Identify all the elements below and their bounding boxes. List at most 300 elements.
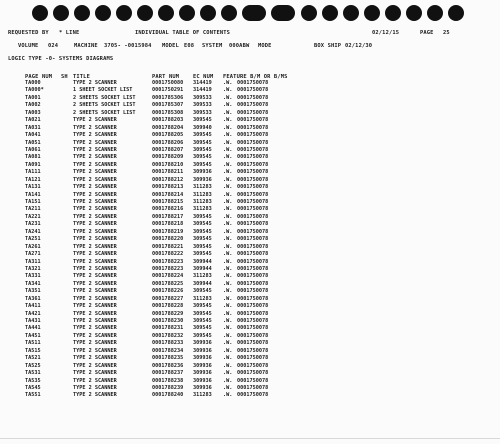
row-feature: .W. <box>223 191 233 198</box>
requested-by-label: REQUESTED BY <box>8 30 49 36</box>
row-ec-num: 309545 <box>193 117 212 124</box>
row-feature: .W. <box>223 139 233 146</box>
row-feature: .W. <box>223 347 233 354</box>
row-title: TYPE 2 SCANNER <box>73 80 117 86</box>
table-row <box>25 355 495 362</box>
machine-value: 3705- -0015984 <box>104 43 152 49</box>
row-title: TYPE 2 SCANNER <box>73 221 117 228</box>
row-part-num: 0001788220 <box>152 236 184 243</box>
row-ec-num: 309944 <box>193 258 212 265</box>
row-feature: .W. <box>223 117 233 124</box>
row-feature: .W. <box>223 102 233 109</box>
row-part-num: 0001788227 <box>152 295 184 302</box>
row-feature: .W. <box>223 199 233 205</box>
row-ec-num: 309545 <box>193 221 212 228</box>
row-page-num: TA003 <box>25 109 41 116</box>
row-page-num: TA061 <box>25 146 41 153</box>
row-page-num: TA535 <box>25 377 41 384</box>
row-feature: .W. <box>223 176 233 183</box>
row-bm-number: 0001750078 <box>237 310 269 317</box>
table-row <box>25 281 495 288</box>
row-title: TYPE 2 SCANNER <box>73 303 117 310</box>
feed-hole <box>137 5 153 21</box>
row-ec-num: 309533 <box>193 102 212 109</box>
row-title: TYPE 2 SCANNER <box>73 340 117 347</box>
feed-hole <box>343 5 359 21</box>
row-title: TYPE 2 SCANNER <box>73 139 117 146</box>
feed-hole <box>95 5 111 21</box>
row-page-num: TA121 <box>25 176 41 183</box>
row-part-num: 0001788221 <box>152 243 184 250</box>
row-bm-number: 0001750078 <box>237 161 269 168</box>
feed-hole <box>158 5 174 21</box>
feed-hole <box>406 5 422 21</box>
row-bm-number: 0001750078 <box>237 295 269 302</box>
row-page-num: TA002 <box>25 102 41 109</box>
row-bm-number: 0001750078 <box>237 176 269 183</box>
row-bm-number: 0001750078 <box>237 109 269 116</box>
feed-hole <box>364 5 380 21</box>
row-page-num: TA000* <box>25 87 44 94</box>
row-bm-number: 0001750078 <box>237 117 269 124</box>
table-row <box>25 147 495 154</box>
row-part-num: 0001788215 <box>152 199 184 205</box>
row-bm-number: 0001750078 <box>237 146 269 153</box>
row-part-num: 0001788236 <box>152 362 184 369</box>
row-feature: .W. <box>223 221 233 228</box>
row-feature: .W. <box>223 184 233 191</box>
table-row <box>25 363 495 370</box>
row-part-num: 0001750291 <box>152 87 184 94</box>
row-page-num: TA031 <box>25 124 41 131</box>
row-part-num: 0001788204 <box>152 124 184 131</box>
row-title: TYPE 2 SCANNER <box>73 228 117 235</box>
contents-table <box>25 80 495 400</box>
row-ec-num: 309940 <box>193 124 212 131</box>
row-title: TYPE 2 SCANNER <box>73 213 117 220</box>
table-row <box>25 303 495 310</box>
row-ec-num: 309936 <box>193 384 212 391</box>
row-title: TYPE 2 SCANNER <box>73 288 117 295</box>
row-part-num: 0001788234 <box>152 347 184 354</box>
table-row <box>25 102 495 109</box>
feed-hole <box>200 5 216 21</box>
row-part-num: 0001788239 <box>152 384 184 391</box>
row-page-num: TA151 <box>25 199 41 205</box>
row-bm-number: 0001750078 <box>237 124 269 131</box>
row-part-num: 0001788229 <box>152 310 184 317</box>
row-part-num: 0001788206 <box>152 139 184 146</box>
row-feature: .W. <box>223 392 233 399</box>
feed-hole <box>116 5 132 21</box>
row-feature: .W. <box>223 132 233 139</box>
row-feature: .W. <box>223 265 233 272</box>
document-title: INDIVIDUAL TABLE OF CONTENTS <box>135 30 231 36</box>
row-page-num: TA081 <box>25 154 41 161</box>
row-page-num: TA211 <box>25 206 41 213</box>
row-title: TYPE 2 SCANNER <box>73 332 117 339</box>
row-ec-num: 309545 <box>193 132 212 139</box>
row-page-num: TA351 <box>25 288 41 295</box>
row-title: TYPE 2 SCANNER <box>73 191 117 198</box>
model-label: MODEL <box>162 43 179 49</box>
row-bm-number: 0001750078 <box>237 206 269 213</box>
feed-hole <box>32 5 48 21</box>
row-page-num: TA515 <box>25 347 41 354</box>
row-title: TYPE 2 SCANNER <box>73 243 117 250</box>
row-bm-number: 0001750078 <box>237 370 269 377</box>
row-title: TYPE 2 SCANNER <box>73 258 117 265</box>
row-page-num: TA251 <box>25 236 41 243</box>
row-title: TYPE 2 SCANNER <box>73 310 117 317</box>
row-feature: .W. <box>223 370 233 377</box>
feed-hole <box>271 5 295 21</box>
row-page-num: TA131 <box>25 184 41 191</box>
row-ec-num: 309936 <box>193 377 212 384</box>
row-part-num: 0001788217 <box>152 213 184 220</box>
row-feature: .W. <box>223 228 233 235</box>
row-bm-number: 0001750078 <box>237 184 269 191</box>
row-page-num: TA091 <box>25 161 41 168</box>
row-bm-number: 0001750078 <box>237 199 269 205</box>
row-bm-number: 0001750078 <box>237 251 269 258</box>
table-row <box>25 95 495 102</box>
volume-value: 024 <box>48 43 59 49</box>
table-row <box>25 132 495 139</box>
row-feature: .W. <box>223 273 233 280</box>
row-bm-number: 0001750078 <box>237 102 269 109</box>
table-row <box>25 348 495 355</box>
feed-hole <box>53 5 69 21</box>
table-row <box>25 87 495 94</box>
row-bm-number: 0001750078 <box>237 191 269 198</box>
row-page-num: TA521 <box>25 355 41 362</box>
row-feature: .W. <box>223 124 233 131</box>
row-ec-num: 309545 <box>193 139 212 146</box>
table-row <box>25 392 495 399</box>
row-part-num: 0001788226 <box>152 288 184 295</box>
row-feature: .W. <box>223 94 233 101</box>
row-ec-num: 309533 <box>193 109 212 116</box>
volume-label: VOLUME <box>18 43 39 49</box>
row-page-num: TA545 <box>25 384 41 391</box>
row-ec-num: 309545 <box>193 303 212 310</box>
row-feature: .W. <box>223 332 233 339</box>
row-page-num: TA271 <box>25 251 41 258</box>
row-page-num: TA421 <box>25 310 41 317</box>
row-feature: .W. <box>223 109 233 116</box>
row-part-num: 0001788238 <box>152 377 184 384</box>
row-bm-number: 0001750078 <box>237 325 269 332</box>
row-page-num: TA551 <box>25 392 41 399</box>
row-part-num: 0001788214 <box>152 191 184 198</box>
row-bm-number: 0001750078 <box>237 139 269 146</box>
row-part-num: 0001788223 <box>152 265 184 272</box>
row-ec-num: 309545 <box>193 236 212 243</box>
feed-hole <box>448 5 464 21</box>
row-part-num: 0001788207 <box>152 146 184 153</box>
row-ec-num: 309545 <box>193 325 212 332</box>
row-page-num: TA000 <box>25 80 41 86</box>
row-bm-number: 0001750078 <box>237 154 269 161</box>
table-row <box>25 311 495 318</box>
row-title: TYPE 2 SCANNER <box>73 265 117 272</box>
row-ec-num: 314419 <box>193 80 212 86</box>
row-bm-number: 0001750078 <box>237 236 269 243</box>
row-title: TYPE 2 SCANNER <box>73 325 117 332</box>
row-feature: .W. <box>223 325 233 332</box>
row-page-num: TA511 <box>25 340 41 347</box>
table-row <box>25 296 495 303</box>
row-bm-number: 0001750078 <box>237 273 269 280</box>
row-page-num: TA331 <box>25 273 41 280</box>
row-title: TYPE 2 SCANNER <box>73 280 117 287</box>
table-row <box>25 288 495 295</box>
row-part-num: 0001788231 <box>152 325 184 332</box>
row-ec-num: 309936 <box>193 176 212 183</box>
row-part-num: 0001788232 <box>152 332 184 339</box>
row-ec-num: 309936 <box>193 370 212 377</box>
table-row <box>25 110 495 117</box>
table-row <box>25 177 495 184</box>
row-bm-number: 0001750078 <box>237 94 269 101</box>
row-title: TYPE 2 SCANNER <box>73 295 117 302</box>
row-page-num: TA231 <box>25 221 41 228</box>
column-header-ec-num: EC NUM <box>193 74 214 80</box>
row-feature: .W. <box>223 295 233 302</box>
table-row <box>25 80 495 87</box>
row-bm-number: 0001750078 <box>237 213 269 220</box>
report-date: 02/12/15 <box>372 30 400 36</box>
table-row <box>25 140 495 147</box>
row-ec-num: 309936 <box>193 355 212 362</box>
row-part-num: 0001788218 <box>152 221 184 228</box>
row-page-num: TA141 <box>25 191 41 198</box>
row-feature: .W. <box>223 384 233 391</box>
row-bm-number: 0001750078 <box>237 243 269 250</box>
row-page-num: TA261 <box>25 243 41 250</box>
row-feature: .W. <box>223 206 233 213</box>
row-ec-num: 309545 <box>193 288 212 295</box>
row-page-num: TA001 <box>25 94 41 101</box>
row-bm-number: 0001750078 <box>237 340 269 347</box>
table-row <box>25 251 495 258</box>
table-row <box>25 236 495 243</box>
table-row <box>25 184 495 191</box>
column-header-part-num: PART NUM <box>152 74 180 80</box>
table-row <box>25 162 495 169</box>
row-page-num: TA341 <box>25 280 41 287</box>
box-ship-date: 02/12/30 <box>345 43 373 49</box>
row-page-num: TA441 <box>25 325 41 332</box>
row-feature: .W. <box>223 146 233 153</box>
row-page-num: TA311 <box>25 258 41 265</box>
row-feature: .W. <box>223 87 233 94</box>
row-title: 1 SHEET SOCKET LIST <box>73 87 133 94</box>
row-ec-num: 309545 <box>193 154 212 161</box>
row-feature: .W. <box>223 251 233 258</box>
tractor-feed-holes <box>0 5 500 23</box>
row-feature: .W. <box>223 340 233 347</box>
row-part-num: 0001788212 <box>152 176 184 183</box>
row-page-num: TA531 <box>25 370 41 377</box>
table-row <box>25 385 495 392</box>
table-row <box>25 229 495 236</box>
table-row <box>25 340 495 347</box>
system-label: SYSTEM <box>202 43 223 49</box>
table-row <box>25 325 495 332</box>
row-feature: .W. <box>223 258 233 265</box>
row-title: TYPE 2 SCANNER <box>73 124 117 131</box>
row-feature: .W. <box>223 310 233 317</box>
row-bm-number: 0001750078 <box>237 362 269 369</box>
row-bm-number: 0001750078 <box>237 87 269 94</box>
row-feature: .W. <box>223 213 233 220</box>
row-title: TYPE 2 SCANNER <box>73 362 117 369</box>
column-header-feature: FEATURE B/M OR B/MS <box>223 74 288 80</box>
table-row <box>25 192 495 199</box>
row-part-num: 0001788224 <box>152 273 184 280</box>
row-ec-num: 309936 <box>193 347 212 354</box>
row-ec-num: 309545 <box>193 228 212 235</box>
row-part-num: 0001788210 <box>152 161 184 168</box>
table-row <box>25 370 495 377</box>
row-feature: .W. <box>223 280 233 287</box>
column-header-sh: SH <box>61 74 68 80</box>
row-ec-num: 309545 <box>193 310 212 317</box>
system-value: 000ABW <box>229 43 250 49</box>
row-page-num: TA525 <box>25 362 41 369</box>
row-ec-num: 309545 <box>193 318 212 324</box>
row-bm-number: 0001750078 <box>237 303 269 310</box>
row-bm-number: 0001750078 <box>237 80 269 86</box>
table-row <box>25 169 495 176</box>
row-title: TYPE 2 SCANNER <box>73 184 117 191</box>
feed-hole <box>242 5 266 21</box>
row-bm-number: 0001750078 <box>237 228 269 235</box>
row-title: TYPE 2 SCANNER <box>73 146 117 153</box>
row-feature: .W. <box>223 303 233 310</box>
row-title: TYPE 2 SCANNER <box>73 176 117 183</box>
table-row <box>25 378 495 385</box>
feed-hole <box>74 5 90 21</box>
row-feature: .W. <box>223 80 233 86</box>
row-title: TYPE 2 SCANNER <box>73 154 117 161</box>
row-feature: .W. <box>223 236 233 243</box>
row-title: TYPE 2 SCANNER <box>73 347 117 354</box>
table-row <box>25 273 495 280</box>
table-row <box>25 244 495 251</box>
row-feature: .W. <box>223 169 233 176</box>
feed-hole <box>385 5 401 21</box>
row-title: TYPE 2 SCANNER <box>73 355 117 362</box>
feed-hole <box>427 5 443 21</box>
row-feature: .W. <box>223 355 233 362</box>
row-ec-num: 309944 <box>193 265 212 272</box>
row-part-num: 0001788203 <box>152 117 184 124</box>
row-part-num: 0001788216 <box>152 206 184 213</box>
row-page-num: TA051 <box>25 139 41 146</box>
table-row <box>25 117 495 124</box>
table-row <box>25 125 495 132</box>
row-bm-number: 0001750078 <box>237 332 269 339</box>
row-title: TYPE 2 SCANNER <box>73 370 117 377</box>
machine-label: MACHINE <box>74 43 98 49</box>
row-part-num: 0001788235 <box>152 355 184 362</box>
logic-type-line: LOGIC TYPE -0- SYSTEMS DIAGRAMS <box>8 56 114 62</box>
row-ec-num: 311283 <box>193 295 212 302</box>
row-part-num: 0001788219 <box>152 228 184 235</box>
row-feature: .W. <box>223 377 233 384</box>
row-part-num: 0001788237 <box>152 370 184 377</box>
row-ec-num: 309936 <box>193 362 212 369</box>
row-page-num: TA111 <box>25 169 41 176</box>
row-ec-num: 309936 <box>193 340 212 347</box>
row-ec-num: 309944 <box>193 280 212 287</box>
row-bm-number: 0001750078 <box>237 169 269 176</box>
row-ec-num: 314419 <box>193 87 212 94</box>
row-bm-number: 0001750078 <box>237 392 269 399</box>
table-row <box>25 333 495 340</box>
row-part-num: 0001788223 <box>152 258 184 265</box>
page-bottom-edge <box>0 438 500 439</box>
row-page-num: TA041 <box>25 132 41 139</box>
row-ec-num: 309545 <box>193 213 212 220</box>
row-feature: .W. <box>223 318 233 324</box>
row-title: TYPE 2 SCANNER <box>73 132 117 139</box>
box-ship-label: BOX SHIP <box>314 43 342 49</box>
table-row <box>25 199 495 206</box>
row-title: TYPE 2 SCANNER <box>73 199 117 205</box>
row-bm-number: 0001750078 <box>237 258 269 265</box>
row-bm-number: 0001750078 <box>237 265 269 272</box>
feed-hole <box>301 5 317 21</box>
row-bm-number: 0001750078 <box>237 355 269 362</box>
row-title: TYPE 2 SCANNER <box>73 377 117 384</box>
row-page-num: TA321 <box>25 265 41 272</box>
row-page-num: TA241 <box>25 228 41 235</box>
row-ec-num: 311283 <box>193 392 212 399</box>
row-ec-num: 309936 <box>193 169 212 176</box>
row-ec-num: 309545 <box>193 251 212 258</box>
row-part-num: 0001788213 <box>152 184 184 191</box>
row-page-num: TA431 <box>25 318 41 324</box>
row-part-num: 0001785308 <box>152 109 184 116</box>
row-page-num: TA021 <box>25 117 41 124</box>
requested-by-value: * LINE <box>59 30 80 36</box>
row-part-num: 0001788205 <box>152 132 184 139</box>
row-ec-num: 311283 <box>193 191 212 198</box>
table-row <box>25 266 495 273</box>
row-part-num: 0001788233 <box>152 340 184 347</box>
row-ec-num: 311283 <box>193 184 212 191</box>
row-title: 2 SHEETS SOCKET LIST <box>73 94 136 101</box>
row-bm-number: 0001750078 <box>237 221 269 228</box>
row-bm-number: 0001750078 <box>237 377 269 384</box>
row-ec-num: 311283 <box>193 199 212 205</box>
feed-hole <box>322 5 338 21</box>
row-feature: .W. <box>223 161 233 168</box>
row-feature: .W. <box>223 362 233 369</box>
row-title: TYPE 2 SCANNER <box>73 161 117 168</box>
row-bm-number: 0001750078 <box>237 280 269 287</box>
page-number: 25 <box>443 30 450 36</box>
table-row <box>25 154 495 161</box>
row-part-num: 0001788211 <box>152 169 184 176</box>
table-row <box>25 318 495 325</box>
row-ec-num: 309545 <box>193 161 212 168</box>
row-bm-number: 0001750078 <box>237 132 269 139</box>
